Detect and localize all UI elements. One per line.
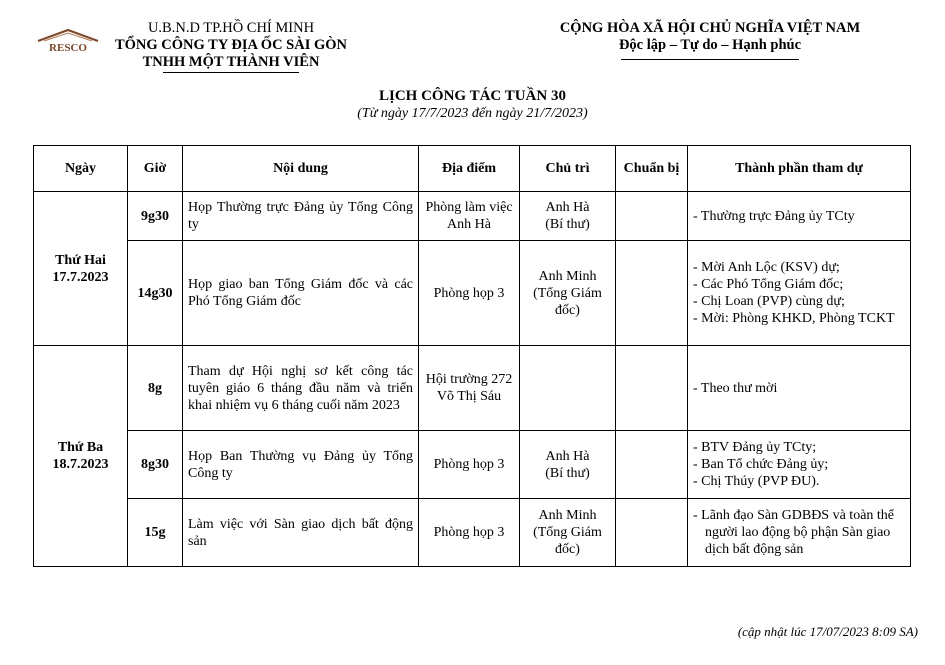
- table-row: [34, 241, 911, 346]
- place-cell: Phòng họp 3: [419, 431, 520, 499]
- time-cell: 15g: [128, 499, 183, 567]
- content-cell: Họp Ban Thường vụ Đảng ủy Tổng Công ty: [183, 431, 419, 499]
- logo-text: RESCO: [49, 42, 87, 54]
- prep-cell: [616, 499, 688, 567]
- table-row: [34, 499, 911, 567]
- table-row: [34, 346, 911, 431]
- participants-cell: [688, 499, 911, 567]
- participants-cell: [688, 431, 911, 499]
- participant-item: - BTV Đảng ủy TCty;: [693, 440, 817, 455]
- content-cell: Làm việc với Sàn giao dịch bất động sản: [183, 499, 419, 567]
- prep-cell: [616, 431, 688, 499]
- participant-item: - Theo thư mời: [693, 380, 778, 396]
- resco-logo: [32, 26, 104, 54]
- participant-item: - Mời Anh Lộc (KSV) dự;: [693, 260, 840, 275]
- participant-item: - Chị Loan (PVP) cùng dự;: [693, 294, 845, 309]
- prep-cell: [616, 192, 688, 241]
- header-time: Giờ: [128, 146, 183, 192]
- motto-underline: [621, 59, 799, 60]
- time-cell: 8g30: [128, 431, 183, 499]
- page-title: LỊCH CÔNG TÁC TUẦN 30: [379, 88, 566, 104]
- day-cell: [34, 192, 128, 346]
- content-cell: Họp giao ban Tổng Giám đốc và các Phó Tổng Giám đốc: [183, 241, 419, 346]
- place-cell: Phòng họp 3: [419, 241, 520, 346]
- host-role: (Tổng Giám đốc): [533, 525, 602, 557]
- time-cell: 9g30: [128, 192, 183, 241]
- national-motto: Độc lập – Tự do – Hạnh phúc: [618, 37, 802, 53]
- participant-item: - Ban Tổ chức Đảng ủy;: [693, 457, 829, 472]
- host-cell: [520, 192, 616, 241]
- update-timestamp: (cập nhật lúc 17/07/2023 8:09 SA): [737, 624, 918, 639]
- participant-item: - Chị Thúy (PVP ĐU).: [693, 474, 820, 489]
- place-cell: Phòng làm việc Anh Hà: [419, 192, 520, 241]
- national-title: CỘNG HÒA XÃ HỘI CHỦ NGHĨA VIỆT NAM: [559, 20, 861, 36]
- header-place: Địa điểm: [419, 146, 520, 192]
- participants-cell: [688, 192, 911, 241]
- org-parent: U.B.N.D TP.HỒ CHÍ MINH: [147, 20, 315, 36]
- header-prep: Chuẩn bị: [616, 146, 688, 192]
- host-role: (Bí thư): [545, 465, 590, 481]
- prep-cell: [616, 346, 688, 431]
- time-cell: 14g30: [128, 241, 183, 346]
- host-role: (Tổng Giám đốc): [533, 285, 602, 318]
- participants-cell: [688, 346, 911, 431]
- host-cell: [520, 241, 616, 346]
- table-row: [34, 431, 911, 499]
- header-day: Ngày: [34, 146, 128, 192]
- header-content: Nội dung: [183, 146, 419, 192]
- host-cell: [520, 346, 616, 431]
- day-name: Thứ Ba: [57, 440, 104, 455]
- place-cell: Hội trường 272 Võ Thị Sáu: [419, 346, 520, 431]
- header-host: Chủ trì: [520, 146, 616, 192]
- content-cell: Tham dự Hội nghị sơ kết công tác tuyên giáo 6 tháng đầu năm và triển khai nhiệm vụ 6 tháng cuối năm 2023: [183, 346, 419, 431]
- day-cell: [34, 346, 128, 567]
- content-cell: Họp Thường trực Đảng ủy Tổng Công ty: [183, 192, 419, 241]
- national-header: [532, 20, 888, 60]
- time-cell: 8g: [128, 346, 183, 431]
- host-name: Anh Hà: [545, 200, 590, 215]
- host-cell: [520, 431, 616, 499]
- table-row: [34, 192, 911, 241]
- header-participants: Thành phần tham dự: [688, 146, 911, 192]
- org-header: [96, 20, 366, 73]
- day-date: 17.7.2023: [52, 269, 109, 285]
- table-header-row: [34, 146, 911, 192]
- org-type: TNHH MỘT THÀNH VIÊN: [142, 54, 320, 70]
- day-name: Thứ Hai: [55, 252, 106, 268]
- schedule-table: [33, 145, 911, 567]
- participants-cell: [688, 241, 911, 346]
- participant-item: - Mời: Phòng KHKD, Phòng TCKT: [693, 311, 895, 326]
- participant-item: - Các Phó Tổng Giám đốc;: [693, 277, 844, 292]
- host-name: Anh Minh: [538, 268, 597, 284]
- day-date: 18.7.2023: [52, 457, 109, 472]
- host-cell: [520, 499, 616, 567]
- host-name: Anh Hà: [545, 448, 590, 464]
- org-underline: [163, 72, 299, 73]
- participant-item: - Thường trực Đảng ủy TCty: [693, 208, 855, 224]
- place-cell: Phòng họp 3: [419, 499, 520, 567]
- participant-item: - Lãnh đạo Sàn GDBĐS và toàn thể người lao động bộ phận Sàn giao dịch bất động sản: [693, 508, 895, 557]
- page-subtitle: (Từ ngày 17/7/2023 đến ngày 21/7/2023): [357, 106, 588, 121]
- host-name: Anh Minh: [538, 508, 597, 523]
- host-role: (Bí thư): [545, 217, 590, 232]
- org-name: TỔNG CÔNG TY ĐỊA ỐC SÀI GÒN: [114, 37, 348, 53]
- prep-cell: [616, 241, 688, 346]
